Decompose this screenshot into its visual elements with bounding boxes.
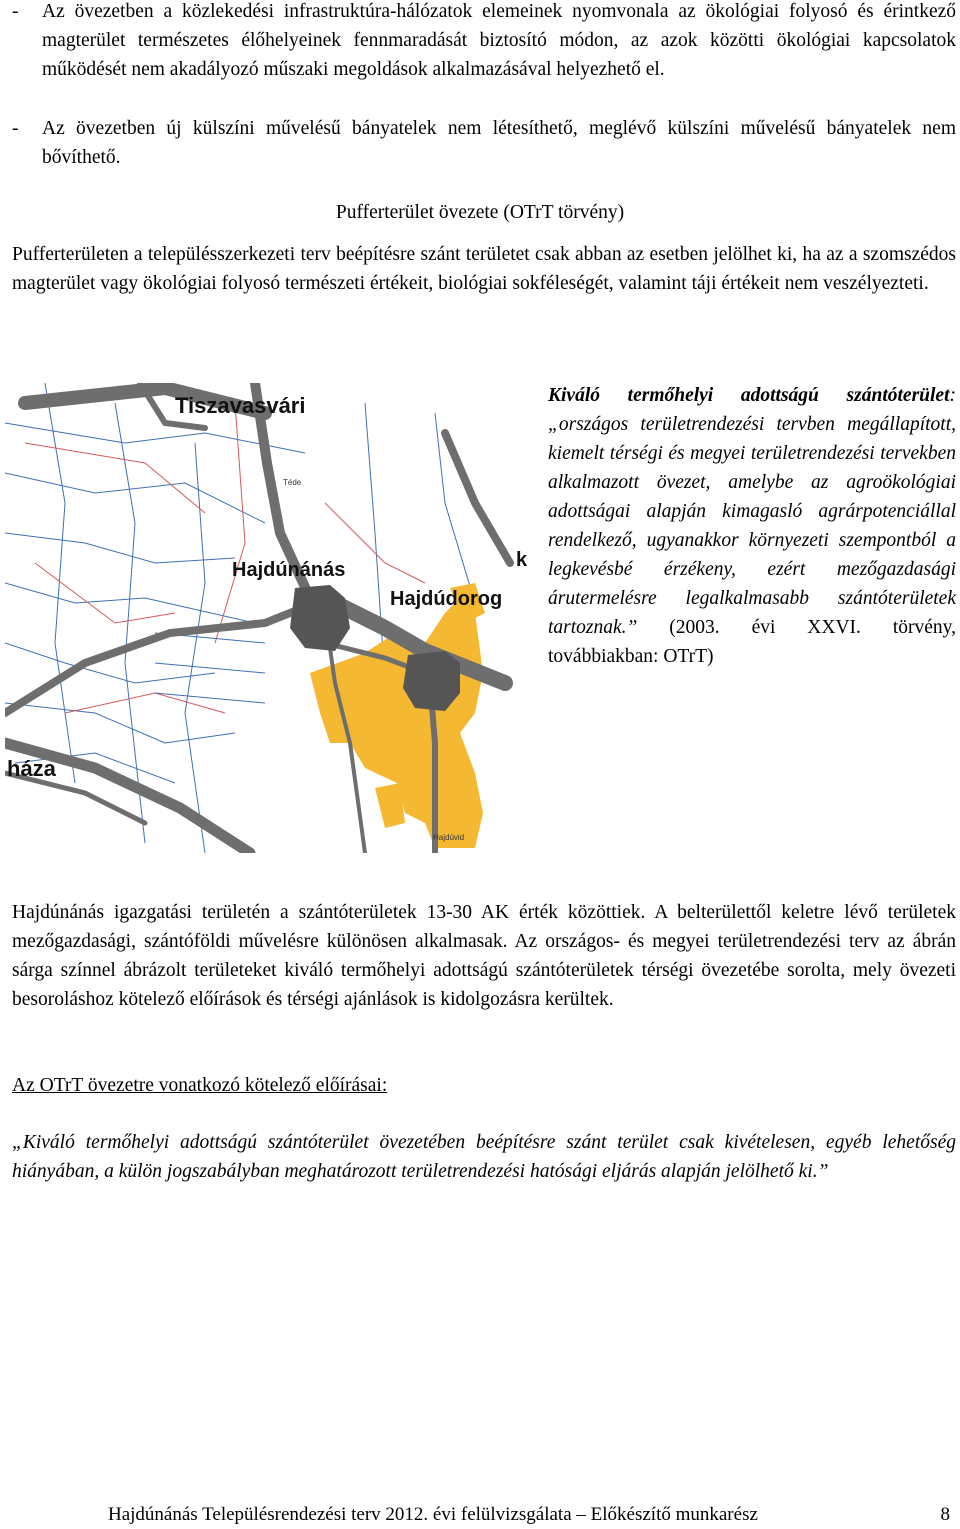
footer-title: Hajdúnánás Településrendezési terv 2012. évi felülvizsgálata – Előkészítő munkarész <box>108 1504 758 1525</box>
map-label-k: k <box>516 549 528 571</box>
definition-term: Kiváló termőhelyi adottságú szántóterület <box>548 385 950 406</box>
paragraph-hajdunanas: Hajdúnánás igazgatási területén a szántóterületek 13-30 AK érték közöttiek. A belterülettől keletre lévő területek mezőgazdasági, szántóföldi művelésre különösen alkalmasak. Az országos- és megyei területrendezési terv az ábrán sárga színnel ábrázolt területeket kiváló termőhelyi adottságú szántóterületek térségi övezetébe sorolta, mely övezeti besoroláshoz kötelező előírások és térségi ajánlások is kidolgozásra kerültek. <box>12 902 956 1010</box>
map-label-hajdudorog: Hajdúdorog <box>390 588 503 610</box>
section-heading: Pufferterület övezete (OTrT törvény) <box>335 202 625 223</box>
map-label-hajdunanas: Hajdúnánás <box>232 559 346 581</box>
bullet-item <box>12 0 956 84</box>
bullet-text: Az övezetben új külszíni művelésű bányatelek nem létesíthető, meglévő külszíni művelésű bányatelek nem bővíthető. <box>42 118 956 168</box>
page-number: 8 <box>940 1504 950 1525</box>
map-label-tiszavasvari: Tiszavasvári <box>175 393 306 418</box>
paragraph-puffer: Pufferterületen a településszerkezeti terv beépítésre szánt területet csak abban az esetben jelölhet ki, ha az a szomszédos magterület vagy ökológiai folyosó természeti értékeit, biológiai sokféleségét, valamint táji értékeit nem veszélyezteti. <box>12 244 956 294</box>
definition-box <box>548 381 956 671</box>
zone-map <box>5 383 528 853</box>
definition-source: (2003. évi XXVI. törvény, továbbiakban: OTrT) <box>548 617 956 667</box>
definition-quote: „országos területrendezési tervben megállapított, kiemelt térségi és megyei területrendezési tervekben alkalmazott övezet, amelybe az agroökológiai adottságai alapján kimagasló agrárpotenciállal rendelkező, ugyanakkor környezeti szempontból a legkevésbé érzékeny, ezért mezőgazdasági árutermelésre legalkalmasabb szántóterületek tartoznak.” <box>548 414 956 638</box>
quote-paragraph: „Kiváló termőhelyi adottságú szántóterület övezetében beépítésre szánt terület csak kivételesen, egyéb lehetőség hiányában, a külön jogszabályban meghatározott területrendezési hatósági eljárás alapján jelölhető ki.” <box>12 1132 956 1182</box>
bullet-item <box>12 114 956 172</box>
bullet-dash: - <box>12 1 19 22</box>
map-label-haza: háza <box>7 756 56 781</box>
map-label-tede: Téde <box>283 478 302 487</box>
definition-colon: : <box>949 385 956 406</box>
bullet-dash: - <box>12 118 19 139</box>
obligations-heading: Az OTrT övezetre vonatkozó kötelező előírásai: <box>12 1075 388 1096</box>
map-label-hajduvid: Hajdúvid <box>433 833 465 842</box>
bullet-text: Az övezetben a közlekedési infrastruktúra-hálózatok elemeinek nyomvonala az ökológiai folyosó és érintkező magterület természetes élőhelyeinek fennmaradását biztosító módon, az azok közötti ökológiai kapcsolatok működését nem akadályozó műszaki megoldások alkalmazásával helyezhető el. <box>42 1 956 80</box>
